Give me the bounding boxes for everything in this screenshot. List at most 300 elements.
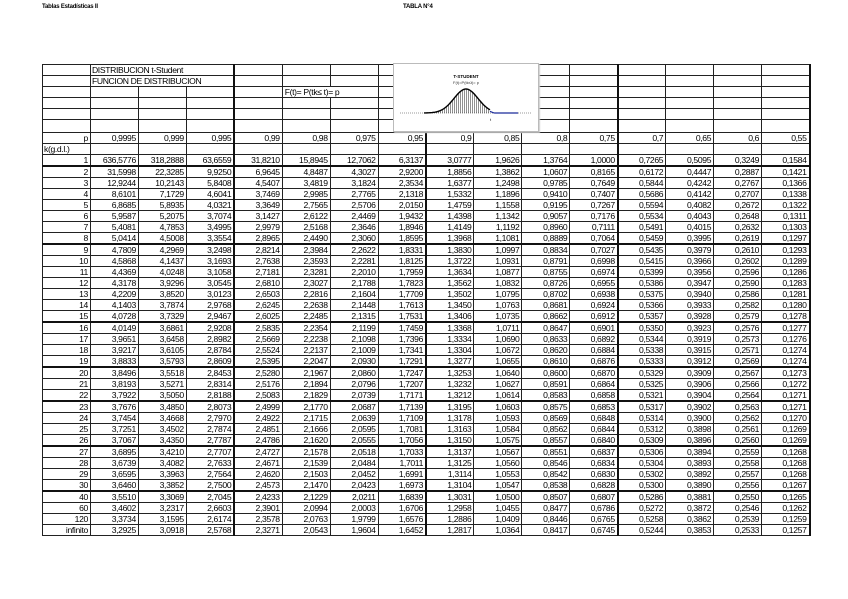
t-value: 2,0543 [282, 525, 330, 536]
table-row [43, 233, 810, 245]
table-cell [666, 120, 714, 133]
t-value: 0,7064 [570, 233, 618, 245]
t-value: 1,3862 [474, 166, 522, 178]
table-row [43, 379, 810, 390]
t-value: 0,9785 [522, 178, 570, 189]
t-value: 2,4233 [234, 491, 282, 503]
distribution-formula: F(t)= P(tk≤ t)= p [284, 87, 340, 97]
t-value: 3,4850 [138, 401, 186, 413]
t-value: 1,3764 [522, 155, 570, 167]
t-value: 3,2317 [138, 503, 186, 514]
t-value: 2,3027 [282, 278, 330, 289]
t-value: 1,1081 [474, 233, 522, 245]
table-cell [666, 144, 714, 155]
k-value: 10 [43, 256, 91, 267]
t-value: 0,2586 [714, 289, 762, 300]
t-value: 1,0931 [474, 256, 522, 267]
t-value: 5,2075 [138, 211, 186, 222]
table-row [43, 289, 810, 300]
table-row [43, 435, 810, 447]
table-cell [570, 76, 618, 87]
t-value: 0,8562 [522, 424, 570, 435]
t-value: 2,3060 [330, 233, 378, 245]
t-value: 0,6924 [570, 300, 618, 311]
t-value: 0,2566 [714, 379, 762, 390]
t-value: 2,0687 [330, 401, 378, 413]
t-value: 0,5594 [618, 200, 666, 211]
t-value: 1,7011 [378, 458, 426, 469]
t-value: 1,9626 [474, 155, 522, 167]
t-value: 2,9768 [186, 300, 234, 311]
t-value: 2,6603 [186, 503, 234, 514]
t-value: 0,2567 [714, 367, 762, 379]
table-row [43, 446, 810, 458]
t-value: 0,5329 [618, 367, 666, 379]
p-label: p [43, 133, 91, 144]
t-value: 0,3892 [666, 469, 714, 480]
t-value: 0,7111 [570, 222, 618, 233]
t-value: 0,5844 [618, 178, 666, 189]
t-value: 1,9799 [330, 514, 378, 525]
t-value: 3,3554 [186, 233, 234, 245]
t-value: 0,3872 [666, 503, 714, 514]
t-value: 0,3928 [666, 311, 714, 323]
t-value: 5,0414 [90, 233, 138, 245]
t-value: 0,1297 [762, 233, 810, 245]
k-value: infinito [43, 525, 91, 536]
t-value: 0,5366 [618, 300, 666, 311]
t-value: 0,5306 [618, 446, 666, 458]
t-value: 3,8520 [138, 289, 186, 300]
t-value: 0,2767 [714, 178, 762, 189]
t-value: 0,3902 [666, 401, 714, 413]
t-value: 0,1421 [762, 166, 810, 178]
table-cell [282, 76, 330, 87]
t-value: 0,8575 [522, 401, 570, 413]
table-cell [186, 109, 234, 120]
t-value: 3,3963 [138, 469, 186, 480]
table-row [43, 311, 810, 323]
t-value: 0,6765 [570, 514, 618, 525]
t-value: 1,3450 [426, 300, 474, 311]
t-value: 1,3178 [426, 413, 474, 424]
t-value: 0,3915 [666, 345, 714, 356]
p-value: 0,9 [426, 133, 474, 144]
t-value: 1,3722 [426, 256, 474, 267]
t-value: 2,1098 [330, 334, 378, 345]
table-row [43, 211, 810, 222]
p-row [43, 133, 810, 144]
table-subtitle: FUNCION DE DISTRIBUCION [90, 76, 234, 87]
t-value: 0,2619 [714, 233, 762, 245]
t-value: 0,8633 [522, 334, 570, 345]
t-value: 2,5083 [234, 390, 282, 402]
t-value: 1,4398 [426, 211, 474, 222]
t-value: 0,5435 [618, 244, 666, 256]
t-value: 0,1268 [762, 469, 810, 480]
t-value: 2,7565 [282, 200, 330, 211]
t-value: 3,5793 [138, 356, 186, 368]
t-value: 0,3995 [666, 233, 714, 245]
table-row [43, 458, 810, 469]
t-value: 1,8595 [378, 233, 426, 245]
t-value: 1,6452 [378, 525, 426, 536]
table-cell [666, 87, 714, 98]
t-value: 4,2969 [138, 244, 186, 256]
t-value: 2,7787 [186, 435, 234, 447]
t-value: 0,1311 [762, 211, 810, 222]
t-value: 0,8546 [522, 458, 570, 469]
t-value: 0,6864 [570, 379, 618, 390]
t-value: 1,1896 [474, 189, 522, 200]
t-value: 2,2354 [282, 322, 330, 334]
table-cell [618, 76, 666, 87]
table-cell [762, 98, 810, 109]
table-cell [330, 120, 378, 133]
t-value: 4,4369 [90, 267, 138, 278]
t-value: 0,5302 [618, 469, 666, 480]
t-value: 0,8834 [522, 244, 570, 256]
t-value: 2,1770 [282, 401, 330, 413]
t-value: 2,1578 [282, 446, 330, 458]
t-value: 0,3249 [714, 155, 762, 167]
t-value: 3,4602 [90, 503, 138, 514]
t-value: 1,6973 [378, 480, 426, 492]
t-value: 0,1584 [762, 155, 810, 167]
table-cell [234, 144, 282, 155]
t-value: 0,2550 [714, 491, 762, 503]
t-value: 0,3923 [666, 322, 714, 334]
table-cell [714, 144, 762, 155]
t-value: 1,5332 [426, 189, 474, 200]
t-value: 4,1437 [138, 256, 186, 267]
t-value: 1,2817 [426, 525, 474, 536]
t-value: 0,6837 [570, 446, 618, 458]
table-cell [570, 144, 618, 155]
t-value: 1,3304 [426, 345, 474, 356]
t-value: 3,6460 [90, 480, 138, 492]
k-value: 30 [43, 480, 91, 492]
table-cell [618, 98, 666, 109]
t-value: 1,7959 [378, 267, 426, 278]
t-value: 0,2707 [714, 189, 762, 200]
t-value: 2,1788 [330, 278, 378, 289]
t-value: 12,9244 [90, 178, 138, 189]
t-value: 0,7649 [570, 178, 618, 189]
t-value: 2,1503 [282, 469, 330, 480]
t-value: 0,2559 [714, 446, 762, 458]
t-value: 3,9651 [90, 334, 138, 345]
table-number: TABLA N°4 [403, 4, 433, 10]
t-value: 1,1192 [474, 222, 522, 233]
t-value: 1,3830 [426, 244, 474, 256]
table-cell [330, 144, 378, 155]
k-value: 11 [43, 267, 91, 278]
t-value: 1,7613 [378, 300, 426, 311]
t-value: 0,2610 [714, 244, 762, 256]
t-value: 1,7709 [378, 289, 426, 300]
t-value: 2,0003 [330, 503, 378, 514]
t-value: 0,3898 [666, 424, 714, 435]
table-cell [90, 144, 138, 155]
t-value: 3,3649 [234, 200, 282, 211]
t-value: 2,1539 [282, 458, 330, 469]
t-value: 0,9410 [522, 189, 570, 200]
t-value: 0,8610 [522, 356, 570, 368]
t-value: 0,2596 [714, 267, 762, 278]
table-cell [43, 76, 91, 87]
t-value: 0,1268 [762, 446, 810, 458]
t-value: 0,3893 [666, 458, 714, 469]
t-value: 0,2563 [714, 401, 762, 413]
t-value: 2,2047 [282, 356, 330, 368]
t-value: 2,0423 [330, 480, 378, 492]
t-value: 0,5272 [618, 503, 666, 514]
t-value: 0,2571 [714, 345, 762, 356]
t-value: 2,5395 [234, 356, 282, 368]
table-cell [762, 144, 810, 155]
table-cell [762, 120, 810, 133]
table-row [43, 367, 810, 379]
t-value: 1,0655 [474, 356, 522, 368]
t-value: 0,7407 [570, 189, 618, 200]
t-value: 1,7531 [378, 311, 426, 323]
table-cell [43, 87, 91, 98]
t-value: 0,6834 [570, 458, 618, 469]
t-value: 1,2958 [426, 503, 474, 514]
t-value: 0,5386 [618, 278, 666, 289]
t-value: 2,7500 [186, 480, 234, 492]
t-value: 2,0860 [330, 367, 378, 379]
t-student-figure [393, 63, 539, 132]
t-value: 0,1280 [762, 300, 810, 311]
t-value: 1,7341 [378, 345, 426, 356]
k-value: 5 [43, 200, 91, 211]
t-value: 2,0150 [378, 200, 426, 211]
t-value: 2,7765 [330, 189, 378, 200]
t-value: 1,3406 [426, 311, 474, 323]
t-value: 2,1318 [378, 189, 426, 200]
t-value: 1,2498 [474, 178, 522, 189]
t-value: 0,4082 [666, 200, 714, 211]
t-value: 0,4447 [666, 166, 714, 178]
k-value: 12 [43, 278, 91, 289]
table-row [43, 525, 810, 536]
t-value: 3,0123 [186, 289, 234, 300]
table-row [43, 278, 810, 289]
t-value: 0,2573 [714, 334, 762, 345]
t-value: 2,4851 [234, 424, 282, 435]
t-value: 2,1470 [282, 480, 330, 492]
t-value: 1,3968 [426, 233, 474, 245]
t-value: 2,3901 [234, 503, 282, 514]
t-value: 2,1829 [282, 390, 330, 402]
t-value: 6,9645 [234, 166, 282, 178]
k-value: 40 [43, 491, 91, 503]
t-value: 0,2602 [714, 256, 762, 267]
t-value: 2,0739 [330, 390, 378, 402]
t-value: 0,2887 [714, 166, 762, 178]
table-cell [474, 144, 522, 155]
t-value: 0,5095 [666, 155, 714, 167]
t-value: 3,1693 [186, 256, 234, 267]
p-value: 0,9995 [90, 133, 138, 144]
t-value: 1,7459 [378, 322, 426, 334]
table-cell [762, 109, 810, 120]
t-value: 1,3212 [426, 390, 474, 402]
t-value: 2,0211 [330, 491, 378, 503]
t-value: 1,3031 [426, 491, 474, 503]
t-value: 2,6503 [234, 289, 282, 300]
t-value: 1,8125 [378, 256, 426, 267]
t-value: 0,1272 [762, 379, 810, 390]
t-value: 9,9250 [186, 166, 234, 178]
t-value: 0,5357 [618, 311, 666, 323]
t-value: 0,3956 [666, 267, 714, 278]
t-value: 4,5868 [90, 256, 138, 267]
t-value: 2,8073 [186, 401, 234, 413]
t-value: 2,1199 [330, 322, 378, 334]
figure-formula: F(t)=P(tk≤t)= p [453, 80, 479, 85]
t-value: 2,5706 [330, 200, 378, 211]
t-value: 2,1967 [282, 367, 330, 379]
table-cell [138, 120, 186, 133]
k-value: 15 [43, 311, 91, 323]
t-value: 3,6861 [138, 322, 186, 334]
t-value: 3,6458 [138, 334, 186, 345]
t-value: 3,2498 [186, 244, 234, 256]
table-cell [282, 65, 330, 76]
table-row [43, 345, 810, 356]
t-value: 1,7033 [378, 446, 426, 458]
p-value: 0,6 [714, 133, 762, 144]
t-value: 4,5407 [234, 178, 282, 189]
t-value: 1,0711 [474, 322, 522, 334]
t-value: 0,5304 [618, 458, 666, 469]
k-value: 27 [43, 446, 91, 458]
table-cell [330, 76, 378, 87]
t-value: 1,2886 [426, 514, 474, 525]
t-value: 4,3027 [330, 166, 378, 178]
p-value: 0,999 [138, 133, 186, 144]
k-value: 16 [43, 322, 91, 334]
t-value: 0,2564 [714, 390, 762, 402]
t-value: 1,0409 [474, 514, 522, 525]
t-value: 0,6840 [570, 435, 618, 447]
t-value: 0,5350 [618, 322, 666, 334]
t-value: 3,9296 [138, 278, 186, 289]
t-value: 0,5317 [618, 401, 666, 413]
t-value: 1,3634 [426, 267, 474, 278]
t-value: 0,1303 [762, 222, 810, 233]
t-value: 0,5325 [618, 379, 666, 390]
p-value: 0,98 [282, 133, 330, 144]
t-value: 1,8331 [378, 244, 426, 256]
t-value: 0,8477 [522, 503, 570, 514]
table-cell [186, 120, 234, 133]
t-value: 3,7922 [90, 390, 138, 402]
t-value: 0,5321 [618, 390, 666, 402]
table-row [43, 244, 810, 256]
t-value: 0,2672 [714, 200, 762, 211]
t-value: 22,3285 [138, 166, 186, 178]
t-value: 2,6245 [234, 300, 282, 311]
t-value: 2,6174 [186, 514, 234, 525]
t-value: 2,7874 [186, 424, 234, 435]
t-value: 6,3137 [378, 155, 426, 167]
t-value: 2,9467 [186, 311, 234, 323]
table-cell [138, 98, 186, 109]
t-value: 1,7396 [378, 334, 426, 345]
t-value: 318,2888 [138, 155, 186, 167]
table-row [43, 503, 810, 514]
t-value: 4,7809 [90, 244, 138, 256]
t-value: 4,6041 [186, 189, 234, 200]
t-value: 0,1274 [762, 356, 810, 368]
t-value: 0,8551 [522, 446, 570, 458]
t-value: 3,8833 [90, 356, 138, 368]
t-value: 4,0321 [186, 200, 234, 211]
t-value: 1,3502 [426, 289, 474, 300]
t-value: 0,1283 [762, 278, 810, 289]
t-value: 1,3104 [426, 480, 474, 492]
t-value: 1,6576 [378, 514, 426, 525]
k-value: 4 [43, 189, 91, 200]
t-value: 3,4210 [138, 446, 186, 458]
t-value: 0,1273 [762, 367, 810, 379]
t-value: 0,1265 [762, 491, 810, 503]
t-value: 0,1267 [762, 480, 810, 492]
table-cell [138, 144, 186, 155]
t-value: 0,6876 [570, 356, 618, 368]
t-value: 0,6884 [570, 345, 618, 356]
t-value: 0,6892 [570, 334, 618, 345]
t-value: 1,0690 [474, 334, 522, 345]
t-value: 3,5050 [138, 390, 186, 402]
k-value: 20 [43, 367, 91, 379]
table-cell [90, 98, 138, 109]
t-value: 2,8214 [234, 244, 282, 256]
t-value: 0,5312 [618, 424, 666, 435]
t-value: 3,2925 [90, 525, 138, 536]
t-value: 1,0584 [474, 424, 522, 435]
t-value: 0,2576 [714, 322, 762, 334]
t-value: 3,8496 [90, 367, 138, 379]
p-value: 0,8 [522, 133, 570, 144]
t-value: 12,7062 [330, 155, 378, 167]
table-row [43, 334, 810, 345]
t-value: 0,5309 [618, 435, 666, 447]
t-value: 0,1366 [762, 178, 810, 189]
table-row [43, 155, 810, 167]
k-value: 60 [43, 503, 91, 514]
t-value: 1,0640 [474, 367, 522, 379]
t-value: 2,4999 [234, 401, 282, 413]
t-value: 0,6870 [570, 367, 618, 379]
table-row [43, 480, 810, 492]
t-value: 0,6828 [570, 480, 618, 492]
table-cell [90, 109, 138, 120]
t-value: 3,9217 [90, 345, 138, 356]
table-row [43, 222, 810, 233]
t-value: 0,8591 [522, 379, 570, 390]
k-label: k(g.d.l.) [43, 144, 91, 155]
t-value: 0,1274 [762, 345, 810, 356]
t-value: 10,2143 [138, 178, 186, 189]
t-value: 1,7247 [378, 367, 426, 379]
t-value: 1,0997 [474, 244, 522, 256]
t-value: 3,4502 [138, 424, 186, 435]
